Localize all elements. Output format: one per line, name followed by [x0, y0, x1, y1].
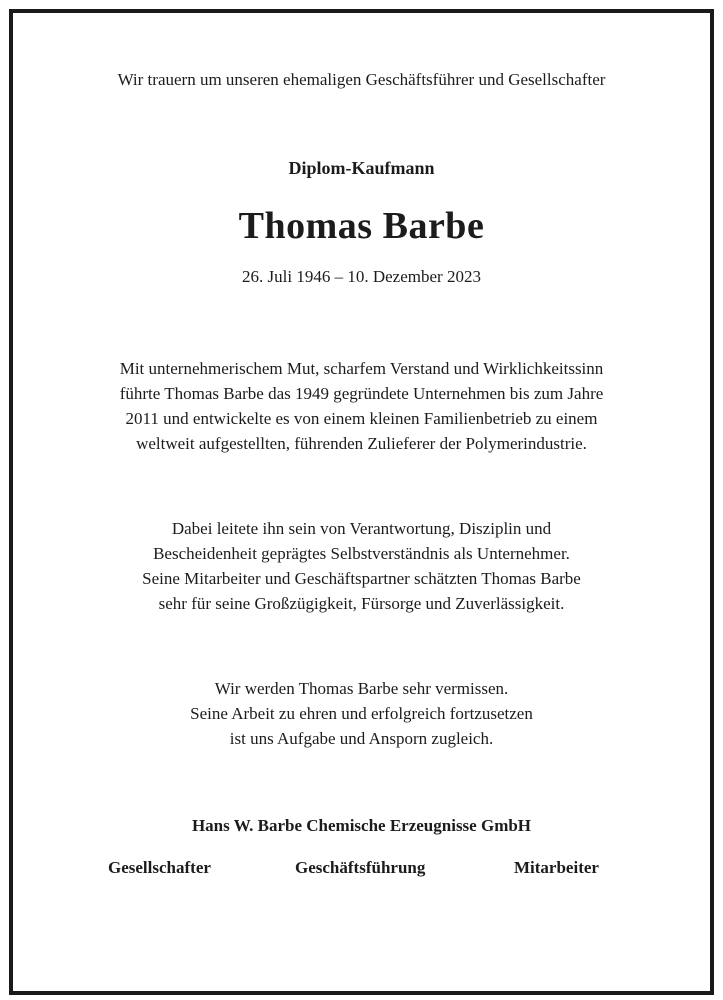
signoff-shareholders: Gesellschafter	[108, 858, 211, 877]
paragraph-line: Seine Mitarbeiter und Geschäftspartner schätzten Thomas Barbe	[142, 569, 581, 588]
tribute-paragraph-1	[0, 356, 723, 456]
paragraph-line: Mit unternehmerischem Mut, scharfem Verstand und Wirklichkeitssinn	[119, 359, 604, 378]
company-name: Hans W. Barbe Chemische Erzeugnisse GmbH	[191, 816, 532, 835]
paragraph-line: weltweit aufgestellten, führenden Zulieferer der Polymerindustrie.	[136, 434, 587, 453]
paragraph-line: sehr für seine Großzügigkeit, Fürsorge und Zuverlässigkeit.	[158, 594, 565, 613]
obituary-border	[9, 9, 714, 995]
paragraph-line: 2011 und entwickelte es von einem kleinen Familienbetrieb zu einem	[125, 409, 598, 428]
signoff-employees: Mitarbeiter	[514, 858, 599, 877]
paragraph-line: Wir werden Thomas Barbe sehr vermissen.	[214, 679, 509, 698]
life-dates: 26. Juli 1946 – 10. Dezember 2023	[242, 267, 481, 286]
paragraph-line: ist uns Aufgabe und Ansporn zugleich.	[229, 729, 494, 748]
paragraph-line: Dabei leitete ihn sein von Verantwortung, Disziplin und	[171, 519, 552, 538]
tribute-paragraph-2	[0, 516, 723, 616]
paragraph-line: Bescheidenheit geprägtes Selbstverständnis als Unternehmer.	[153, 544, 570, 563]
intro-text: Wir trauern um unseren ehemaligen Geschäftsführer und Gesellschafter	[117, 70, 606, 89]
academic-title: Diplom-Kaufmann	[288, 158, 435, 178]
tribute-paragraph-3	[0, 676, 723, 751]
paragraph-line: Seine Arbeit zu ehren und erfolgreich fortzusetzen	[190, 704, 533, 723]
deceased-name: Thomas Barbe	[238, 205, 485, 247]
signoff-management: Geschäftsführung	[295, 858, 426, 877]
paragraph-line: führte Thomas Barbe das 1949 gegründete Unternehmen bis zum Jahre	[119, 384, 604, 403]
